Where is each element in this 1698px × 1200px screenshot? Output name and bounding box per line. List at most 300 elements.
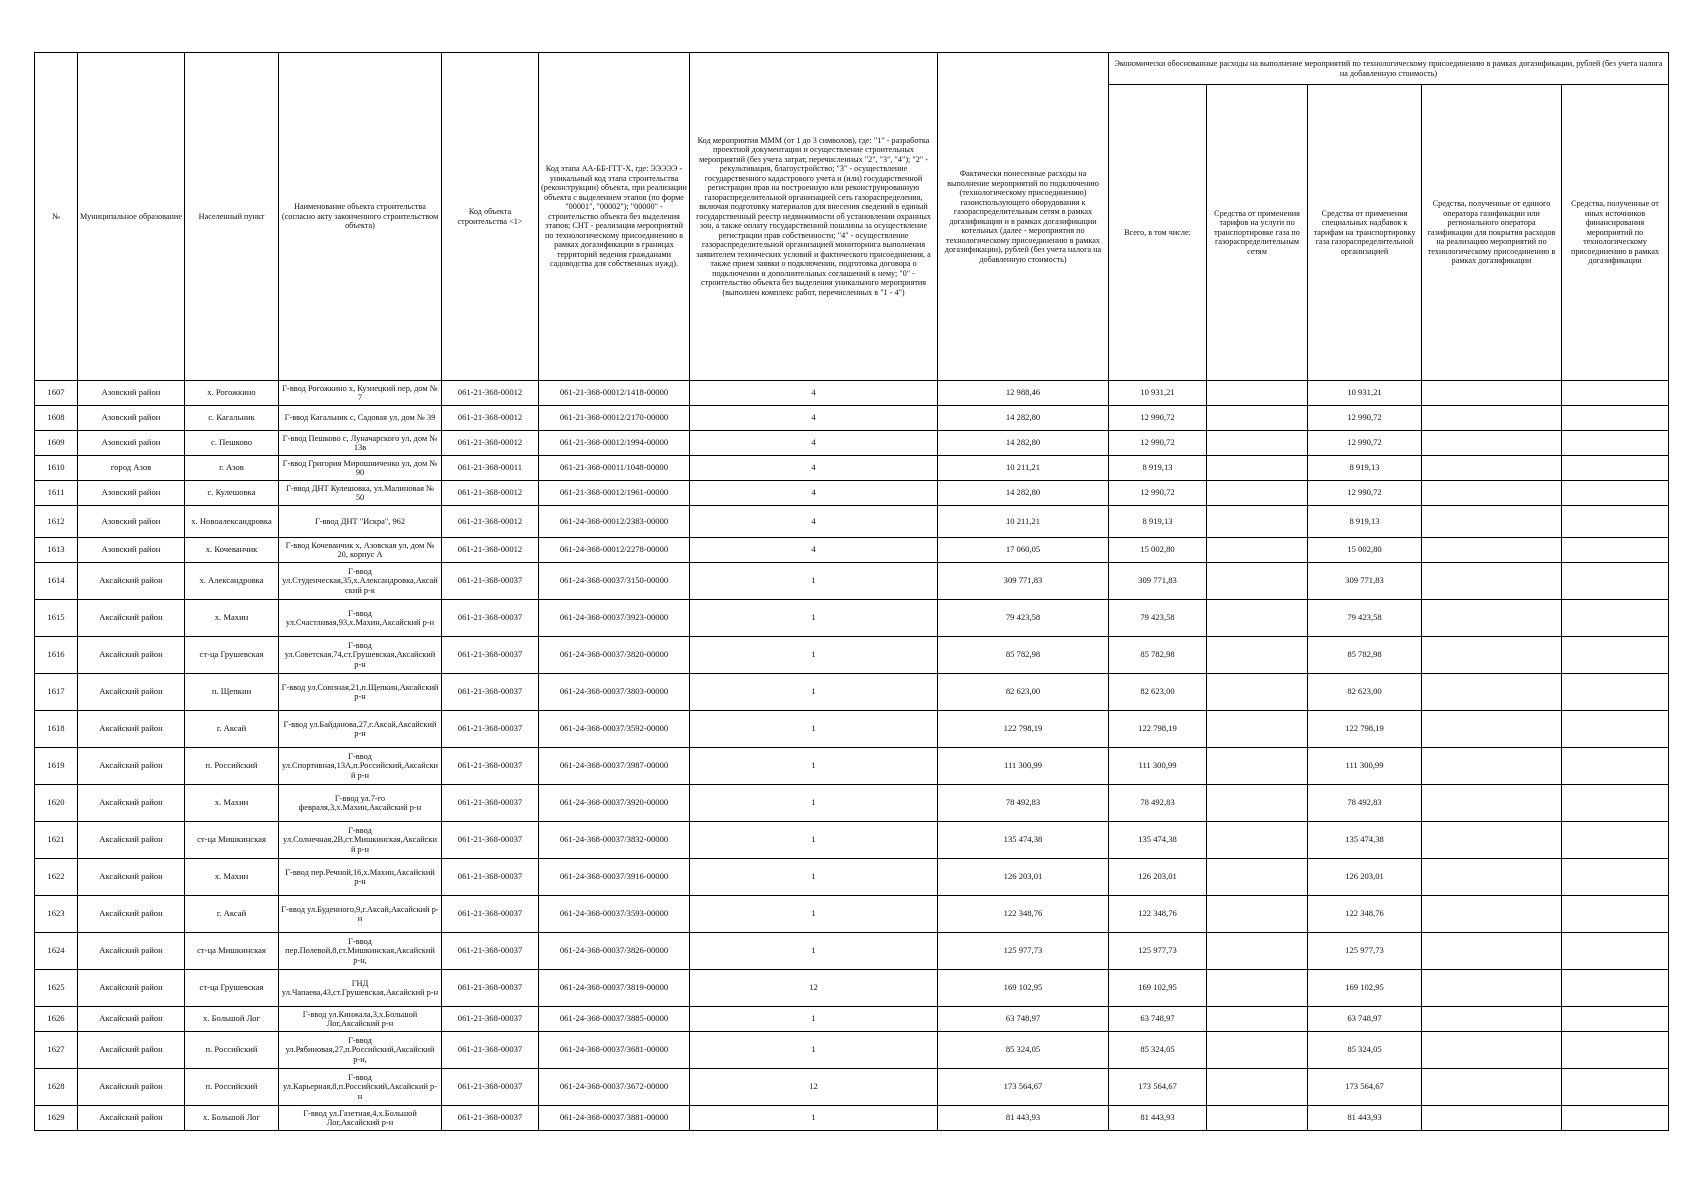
cell-settlement: х. Александровка — [185, 563, 279, 600]
cell-municipality: Азовский район — [78, 381, 185, 406]
header-settlement: Населенный пункт — [185, 53, 279, 381]
cell-num: 1626 — [35, 1007, 78, 1032]
header-num: № — [35, 53, 78, 381]
cell-special-markup: 85 782,98 — [1308, 637, 1422, 674]
cell-tariff-transport — [1207, 822, 1308, 859]
cell-settlement: п. Российский — [185, 1032, 279, 1069]
cell-tariff-transport — [1207, 896, 1308, 933]
cell-activity: 4 — [690, 481, 938, 506]
header-operator-funds: Средства, полученные от единого оператора газификации или регионального оператора газификации для покрытия расходов на реализацию мероприятий по технологическому присоединению в рамках догазификации — [1422, 85, 1562, 381]
cell-total: 8 919,13 — [1109, 456, 1207, 481]
cell-special-markup: 12 990,72 — [1308, 406, 1422, 431]
cell-object-code: 061-21-368-00012 — [442, 431, 539, 456]
cell-total: 173 564,67 — [1109, 1069, 1207, 1106]
table-row — [35, 1032, 1669, 1069]
cell-object-code: 061-21-368-00037 — [442, 637, 539, 674]
cell-object-name: Г-ввод Рогожкино х, Кузнецкий пер, дом № 7 — [279, 381, 442, 406]
cell-activity: 4 — [690, 381, 938, 406]
cell-actual-costs: 125 977,73 — [938, 933, 1109, 970]
cell-other-sources — [1562, 1032, 1669, 1069]
cell-stage-code: 061-24-368-00012/2383-00000 — [539, 506, 690, 538]
cell-operator-funds — [1422, 822, 1562, 859]
cell-special-markup: 309 771,83 — [1308, 563, 1422, 600]
cell-other-sources — [1562, 933, 1669, 970]
cell-settlement: с. Кулешовка — [185, 481, 279, 506]
cell-actual-costs: 85 324,05 — [938, 1032, 1109, 1069]
cell-activity: 1 — [690, 600, 938, 637]
cell-object-code: 061-21-368-00012 — [442, 538, 539, 563]
cell-municipality: Аксайский район — [78, 748, 185, 785]
cell-activity: 1 — [690, 674, 938, 711]
cell-settlement: х. Махин — [185, 859, 279, 896]
cell-activity: 12 — [690, 970, 938, 1007]
cell-object-code: 061-21-368-00012 — [442, 406, 539, 431]
cell-object-name: Г-ввод ДНТ Кулешовка, ул.Малиновая № 50 — [279, 481, 442, 506]
cell-total: 10 931,21 — [1109, 381, 1207, 406]
cell-activity: 1 — [690, 785, 938, 822]
cell-actual-costs: 126 203,01 — [938, 859, 1109, 896]
table-row — [35, 859, 1669, 896]
cell-activity: 4 — [690, 406, 938, 431]
table-row — [35, 538, 1669, 563]
cell-num: 1610 — [35, 456, 78, 481]
cell-total: 125 977,73 — [1109, 933, 1207, 970]
table-row — [35, 1106, 1669, 1131]
cell-num: 1621 — [35, 822, 78, 859]
cell-activity: 12 — [690, 1069, 938, 1106]
cell-tariff-transport — [1207, 1069, 1308, 1106]
cell-municipality: Аксайский район — [78, 674, 185, 711]
cell-total: 81 443,93 — [1109, 1106, 1207, 1131]
cell-settlement: х. Большой Лог — [185, 1106, 279, 1131]
header-object-name: Наименование объекта строительства (согласно акту законченного строительством объекта) — [279, 53, 442, 381]
cell-actual-costs: 14 282,80 — [938, 431, 1109, 456]
cell-actual-costs: 309 771,83 — [938, 563, 1109, 600]
cell-total: 122 348,76 — [1109, 896, 1207, 933]
cell-municipality: Аксайский район — [78, 970, 185, 1007]
cell-stage-code: 061-21-368-00012/1961-00000 — [539, 481, 690, 506]
header-other-sources: Средства, полученные от иных источников финансирования мероприятий по технологическому присоединению в рамках догазификации — [1562, 85, 1669, 381]
cell-object-name: Г-ввод ул.Газетная,4,х.Большой Лог,Аксайский р-н — [279, 1106, 442, 1131]
cell-object-name: ГНД ул.Чапаева,43,ст.Грушевская,Аксайский р-н — [279, 970, 442, 1007]
cell-stage-code: 061-24-368-00012/2278-00000 — [539, 538, 690, 563]
cell-activity: 4 — [690, 538, 938, 563]
header-econ-group: Экономически обоснованные расходы на выполнение мероприятий по технологическому присоединению в рамках догазификации, рублей (без учета налога на добавленную стоимость) — [1109, 53, 1669, 85]
cell-other-sources — [1562, 506, 1669, 538]
cell-num: 1613 — [35, 538, 78, 563]
cell-num: 1628 — [35, 1069, 78, 1106]
cell-num: 1615 — [35, 600, 78, 637]
cell-tariff-transport — [1207, 431, 1308, 456]
cell-total: 12 990,72 — [1109, 481, 1207, 506]
cell-stage-code: 061-24-368-00037/3826-00000 — [539, 933, 690, 970]
cell-other-sources — [1562, 748, 1669, 785]
cell-object-code: 061-21-368-00037 — [442, 748, 539, 785]
table-row — [35, 481, 1669, 506]
cell-municipality: Аксайский район — [78, 1007, 185, 1032]
cell-stage-code: 061-24-368-00037/3819-00000 — [539, 970, 690, 1007]
cell-activity: 1 — [690, 896, 938, 933]
cell-activity: 1 — [690, 1032, 938, 1069]
cell-tariff-transport — [1207, 481, 1308, 506]
cell-other-sources — [1562, 381, 1669, 406]
cell-municipality: Азовский район — [78, 538, 185, 563]
cell-object-code: 061-21-368-00037 — [442, 822, 539, 859]
cell-actual-costs: 111 300,99 — [938, 748, 1109, 785]
cell-num: 1612 — [35, 506, 78, 538]
header-activity-code: Код мероприятия МММ (от 1 до 3 символов), где: "1" - разработка проектной документации и осуществление строительных мероприятий (без учета затрат, перечисленных "2", "3", "4"); "2" - рекультивация, благоустройство; "3" - осуществление государственного кадастрового учета и (или) государственной регистрации прав на построенную или реконструированную газораспределительной организацией сеть газораспределения, включая подготовку материалов для внесения сведений в единый государственный реестр недвижимости об установлении охранных зон, а также оплату государственной пошлины за осуществление регистрации прав собственности; "4" - осуществление газораспределительной организацией мониторинга выполнения заявителем технических условий и фактического присоединения, а также прием заявки о подключении, подготовка договора о подключении и дополнительных соглашений к нему; "0" - строительство объекта без выделения уникального мероприятия (выполнен комплекс работ, перечисленных в "1 - 4") — [690, 53, 938, 381]
cell-municipality: Аксайский район — [78, 1032, 185, 1069]
cell-object-name: Г-ввод ул.7-го февраля,3,х.Махин,Аксайский р-н — [279, 785, 442, 822]
header-object-code: Код объекта строительства <1> — [442, 53, 539, 381]
cell-activity: 1 — [690, 748, 938, 785]
cell-special-markup: 12 990,72 — [1308, 481, 1422, 506]
cell-total: 63 748,97 — [1109, 1007, 1207, 1032]
table-row — [35, 406, 1669, 431]
cell-special-markup: 85 324,05 — [1308, 1032, 1422, 1069]
cell-tariff-transport — [1207, 563, 1308, 600]
cell-activity: 1 — [690, 1007, 938, 1032]
cell-stage-code: 061-21-368-00012/2170-00000 — [539, 406, 690, 431]
cell-object-name: Г-ввод ул.Счастливая,93,х.Махин,Аксайский р-н — [279, 600, 442, 637]
cell-tariff-transport — [1207, 711, 1308, 748]
cell-total: 12 990,72 — [1109, 406, 1207, 431]
cell-actual-costs: 78 492,83 — [938, 785, 1109, 822]
cell-special-markup: 169 102,95 — [1308, 970, 1422, 1007]
cell-other-sources — [1562, 970, 1669, 1007]
cell-municipality: Аксайский район — [78, 637, 185, 674]
table-header — [35, 53, 1669, 381]
cell-actual-costs: 81 443,93 — [938, 1106, 1109, 1131]
cell-total: 122 798,19 — [1109, 711, 1207, 748]
cell-special-markup: 82 623,00 — [1308, 674, 1422, 711]
cell-tariff-transport — [1207, 970, 1308, 1007]
cell-operator-funds — [1422, 406, 1562, 431]
cell-num: 1618 — [35, 711, 78, 748]
cell-municipality: город Азов — [78, 456, 185, 481]
cell-operator-funds — [1422, 381, 1562, 406]
cell-total: 12 990,72 — [1109, 431, 1207, 456]
cell-object-code: 061-21-368-00037 — [442, 1106, 539, 1131]
cell-num: 1622 — [35, 859, 78, 896]
cell-settlement: х. Махин — [185, 600, 279, 637]
cell-object-code: 061-21-368-00037 — [442, 711, 539, 748]
cell-tariff-transport — [1207, 674, 1308, 711]
cell-actual-costs: 169 102,95 — [938, 970, 1109, 1007]
cell-other-sources — [1562, 406, 1669, 431]
cell-municipality: Аксайский район — [78, 859, 185, 896]
cell-total: 111 300,99 — [1109, 748, 1207, 785]
cell-operator-funds — [1422, 1069, 1562, 1106]
cell-object-code: 061-21-368-00037 — [442, 600, 539, 637]
cell-object-code: 061-21-368-00037 — [442, 970, 539, 1007]
cell-special-markup: 135 474,38 — [1308, 822, 1422, 859]
cell-stage-code: 061-24-368-00037/3832-00000 — [539, 822, 690, 859]
cell-activity: 1 — [690, 822, 938, 859]
cell-object-name: Г-ввод ул.Советская,74,ст.Грушевская,Аксайский р-н — [279, 637, 442, 674]
cell-settlement: г. Азов — [185, 456, 279, 481]
cell-operator-funds — [1422, 637, 1562, 674]
cell-total: 169 102,95 — [1109, 970, 1207, 1007]
cell-tariff-transport — [1207, 1007, 1308, 1032]
table-row — [35, 506, 1669, 538]
cell-special-markup: 111 300,99 — [1308, 748, 1422, 785]
cell-actual-costs: 122 348,76 — [938, 896, 1109, 933]
cell-stage-code: 061-24-368-00037/3916-00000 — [539, 859, 690, 896]
cell-municipality: Азовский район — [78, 406, 185, 431]
cell-object-name: Г-ввод ул.Карьерная,8,п.Российский,Аксайский р-н — [279, 1069, 442, 1106]
cell-special-markup: 79 423,58 — [1308, 600, 1422, 637]
cell-special-markup: 10 931,21 — [1308, 381, 1422, 406]
cell-num: 1619 — [35, 748, 78, 785]
cell-stage-code: 061-24-368-00037/3923-00000 — [539, 600, 690, 637]
cell-activity: 4 — [690, 506, 938, 538]
cell-activity: 1 — [690, 1106, 938, 1131]
header-stage-code: Код этапа АА-ББ-ГГГ-Х, где: ЭЭЭЭЭ - уникальный код этапа строительства (реконструкции) объекта, при реализации объекта с выделением этапов (по форме "00001", "00002"); "00000" - строительство объекта без выделения этапов; СНТ - реализация мероприятий по технологическому присоединению в рамках догазификации в границах территорий ведения гражданами садоводства для собственных нужд). — [539, 53, 690, 381]
cell-stage-code: 061-24-368-00037/3593-00000 — [539, 896, 690, 933]
table-row — [35, 600, 1669, 637]
cell-settlement: п. Российский — [185, 748, 279, 785]
cell-stage-code: 061-24-368-00037/3150-00000 — [539, 563, 690, 600]
cell-tariff-transport — [1207, 381, 1308, 406]
cell-settlement: ст-ца Мишкинская — [185, 933, 279, 970]
cell-object-code: 061-21-368-00012 — [442, 381, 539, 406]
cell-operator-funds — [1422, 506, 1562, 538]
cell-operator-funds — [1422, 711, 1562, 748]
cell-activity: 1 — [690, 859, 938, 896]
cell-actual-costs: 10 211,21 — [938, 456, 1109, 481]
cell-settlement: п. Щепкин — [185, 674, 279, 711]
cell-special-markup: 12 990,72 — [1308, 431, 1422, 456]
cell-special-markup: 63 748,97 — [1308, 1007, 1422, 1032]
cell-settlement: ст-ца Грушевская — [185, 970, 279, 1007]
cell-other-sources — [1562, 481, 1669, 506]
cell-tariff-transport — [1207, 1106, 1308, 1131]
cell-object-name: Г-ввод пер.Полевой,8,ст.Мишкинская,Аксайский р-н, — [279, 933, 442, 970]
cell-object-name: Г-ввод ул.Рябиновая,27,п.Российский,Аксайский р-н, — [279, 1032, 442, 1069]
cell-object-code: 061-21-368-00037 — [442, 859, 539, 896]
cell-special-markup: 122 348,76 — [1308, 896, 1422, 933]
cell-object-name: Г-ввод пер.Речной,16,х.Махин,Аксайский р-н — [279, 859, 442, 896]
cell-special-markup: 125 977,73 — [1308, 933, 1422, 970]
cell-object-code: 061-21-368-00037 — [442, 563, 539, 600]
cell-special-markup: 78 492,83 — [1308, 785, 1422, 822]
cell-stage-code: 061-21-368-00011/1048-00000 — [539, 456, 690, 481]
header-municipality: Муниципальное образование — [78, 53, 185, 381]
cell-tariff-transport — [1207, 1032, 1308, 1069]
cell-operator-funds — [1422, 970, 1562, 1007]
cell-tariff-transport — [1207, 637, 1308, 674]
cell-operator-funds — [1422, 859, 1562, 896]
cell-total: 126 203,01 — [1109, 859, 1207, 896]
cell-tariff-transport — [1207, 506, 1308, 538]
cell-operator-funds — [1422, 1032, 1562, 1069]
cell-settlement: г. Аксай — [185, 896, 279, 933]
cell-activity: 1 — [690, 563, 938, 600]
cell-special-markup: 8 919,13 — [1308, 456, 1422, 481]
cell-actual-costs: 79 423,58 — [938, 600, 1109, 637]
cell-settlement: х. Кочеванчик — [185, 538, 279, 563]
cell-total: 15 002,80 — [1109, 538, 1207, 563]
table-row — [35, 785, 1669, 822]
cell-object-name: Г-ввод Григория Мирошниченко ул, дом № 90 — [279, 456, 442, 481]
cell-stage-code: 061-21-368-00012/1418-00000 — [539, 381, 690, 406]
cell-other-sources — [1562, 1106, 1669, 1131]
cell-tariff-transport — [1207, 456, 1308, 481]
table-body — [35, 381, 1669, 1131]
cell-object-code: 061-21-368-00037 — [442, 1032, 539, 1069]
cell-operator-funds — [1422, 456, 1562, 481]
table-row — [35, 637, 1669, 674]
cell-tariff-transport — [1207, 600, 1308, 637]
cell-other-sources — [1562, 456, 1669, 481]
cell-operator-funds — [1422, 896, 1562, 933]
cell-tariff-transport — [1207, 859, 1308, 896]
cell-stage-code: 061-24-368-00037/3672-00000 — [539, 1069, 690, 1106]
cell-activity: 1 — [690, 711, 938, 748]
cell-total: 135 474,38 — [1109, 822, 1207, 859]
cell-stage-code: 061-24-368-00037/3681-00000 — [539, 1032, 690, 1069]
cell-total: 78 492,83 — [1109, 785, 1207, 822]
cell-num: 1624 — [35, 933, 78, 970]
cell-object-name: Г-ввод Кагальник с, Садовая ул, дом № 39 — [279, 406, 442, 431]
cell-operator-funds — [1422, 1106, 1562, 1131]
cell-actual-costs: 10 211,21 — [938, 506, 1109, 538]
cell-num: 1608 — [35, 406, 78, 431]
table-row — [35, 748, 1669, 785]
cell-object-name: Г-ввод ул.Байданова,27,г.Аксай,Аксайский р-н — [279, 711, 442, 748]
cell-other-sources — [1562, 711, 1669, 748]
cell-tariff-transport — [1207, 538, 1308, 563]
cell-object-code: 061-21-368-00011 — [442, 456, 539, 481]
cell-special-markup: 81 443,93 — [1308, 1106, 1422, 1131]
cell-stage-code: 061-24-368-00037/3592-00000 — [539, 711, 690, 748]
cell-operator-funds — [1422, 1007, 1562, 1032]
cell-num: 1629 — [35, 1106, 78, 1131]
cell-num: 1607 — [35, 381, 78, 406]
cell-num: 1620 — [35, 785, 78, 822]
cell-municipality: Аксайский район — [78, 711, 185, 748]
cell-municipality: Аксайский район — [78, 1106, 185, 1131]
cell-special-markup: 122 798,19 — [1308, 711, 1422, 748]
cell-activity: 4 — [690, 456, 938, 481]
cell-municipality: Аксайский район — [78, 563, 185, 600]
table-row — [35, 822, 1669, 859]
cell-num: 1617 — [35, 674, 78, 711]
cell-actual-costs: 85 782,98 — [938, 637, 1109, 674]
cell-other-sources — [1562, 859, 1669, 896]
cell-object-name: Г-ввод ул.Кинжала,3,х.Большой Лог,Аксайский р-н — [279, 1007, 442, 1032]
cell-actual-costs: 14 282,80 — [938, 481, 1109, 506]
cell-num: 1623 — [35, 896, 78, 933]
cell-total: 309 771,83 — [1109, 563, 1207, 600]
cell-municipality: Аксайский район — [78, 933, 185, 970]
costs-table — [34, 52, 1669, 1131]
cell-actual-costs: 173 564,67 — [938, 1069, 1109, 1106]
cell-municipality: Азовский район — [78, 431, 185, 456]
cell-object-code: 061-21-368-00037 — [442, 896, 539, 933]
cell-settlement: г. Аксай — [185, 711, 279, 748]
cell-other-sources — [1562, 822, 1669, 859]
cell-object-code: 061-21-368-00012 — [442, 481, 539, 506]
cell-other-sources — [1562, 538, 1669, 563]
cell-settlement: х. Новоалександровка — [185, 506, 279, 538]
cell-num: 1627 — [35, 1032, 78, 1069]
cell-other-sources — [1562, 637, 1669, 674]
table-row — [35, 456, 1669, 481]
cell-tariff-transport — [1207, 785, 1308, 822]
cell-settlement: ст-ца Мишкинская — [185, 822, 279, 859]
cell-municipality: Азовский район — [78, 481, 185, 506]
cell-tariff-transport — [1207, 748, 1308, 785]
cell-settlement: х. Рогожкино — [185, 381, 279, 406]
cell-other-sources — [1562, 563, 1669, 600]
cell-municipality: Аксайский район — [78, 896, 185, 933]
cell-actual-costs: 17 060,05 — [938, 538, 1109, 563]
cell-stage-code: 061-24-368-00037/3820-00000 — [539, 637, 690, 674]
cell-num: 1614 — [35, 563, 78, 600]
table-row — [35, 563, 1669, 600]
cell-activity: 4 — [690, 431, 938, 456]
cell-actual-costs: 82 623,00 — [938, 674, 1109, 711]
cell-other-sources — [1562, 896, 1669, 933]
table-row — [35, 896, 1669, 933]
cell-tariff-transport — [1207, 933, 1308, 970]
cell-object-code: 061-21-368-00037 — [442, 674, 539, 711]
cell-object-name: Г-ввод ул.Солнечная,2В,ст.Мишкинская,Аксайский р-н — [279, 822, 442, 859]
cell-other-sources — [1562, 1007, 1669, 1032]
cell-settlement: с. Пешково — [185, 431, 279, 456]
cell-operator-funds — [1422, 431, 1562, 456]
cell-other-sources — [1562, 600, 1669, 637]
cell-settlement: х. Большой Лог — [185, 1007, 279, 1032]
cell-activity: 1 — [690, 637, 938, 674]
cell-object-name: Г-ввод ДНТ "Искра", 962 — [279, 506, 442, 538]
table-row — [35, 970, 1669, 1007]
cell-actual-costs: 135 474,38 — [938, 822, 1109, 859]
cell-object-name: Г-ввод Кочеванчик х, Азовская ул, дом № 20, корпус А — [279, 538, 442, 563]
cell-municipality: Аксайский район — [78, 822, 185, 859]
cell-settlement: п. Российский — [185, 1069, 279, 1106]
cell-stage-code: 061-24-368-00037/3881-00000 — [539, 1106, 690, 1131]
cell-object-code: 061-21-368-00037 — [442, 1007, 539, 1032]
cell-special-markup: 8 919,13 — [1308, 506, 1422, 538]
cell-actual-costs: 122 798,19 — [938, 711, 1109, 748]
cell-object-name: Г-ввод Пешково с, Луначарского ул, дом № 13в — [279, 431, 442, 456]
table-row — [35, 933, 1669, 970]
table-row — [35, 431, 1669, 456]
cell-other-sources — [1562, 785, 1669, 822]
cell-operator-funds — [1422, 674, 1562, 711]
table-row — [35, 1007, 1669, 1032]
table-row — [35, 674, 1669, 711]
cell-operator-funds — [1422, 600, 1562, 637]
cell-other-sources — [1562, 674, 1669, 711]
cell-object-code: 061-21-368-00037 — [442, 933, 539, 970]
cell-settlement: ст-ца Грушевская — [185, 637, 279, 674]
cell-municipality: Азовский район — [78, 506, 185, 538]
cell-num: 1616 — [35, 637, 78, 674]
cell-activity: 1 — [690, 933, 938, 970]
table-row — [35, 711, 1669, 748]
cell-stage-code: 061-24-368-00037/3885-00000 — [539, 1007, 690, 1032]
cell-object-code: 061-21-368-00037 — [442, 1069, 539, 1106]
cell-municipality: Аксайский район — [78, 1069, 185, 1106]
cell-num: 1609 — [35, 431, 78, 456]
cell-total: 82 623,00 — [1109, 674, 1207, 711]
cell-total: 79 423,58 — [1109, 600, 1207, 637]
cell-stage-code: 061-21-368-00012/1994-00000 — [539, 431, 690, 456]
